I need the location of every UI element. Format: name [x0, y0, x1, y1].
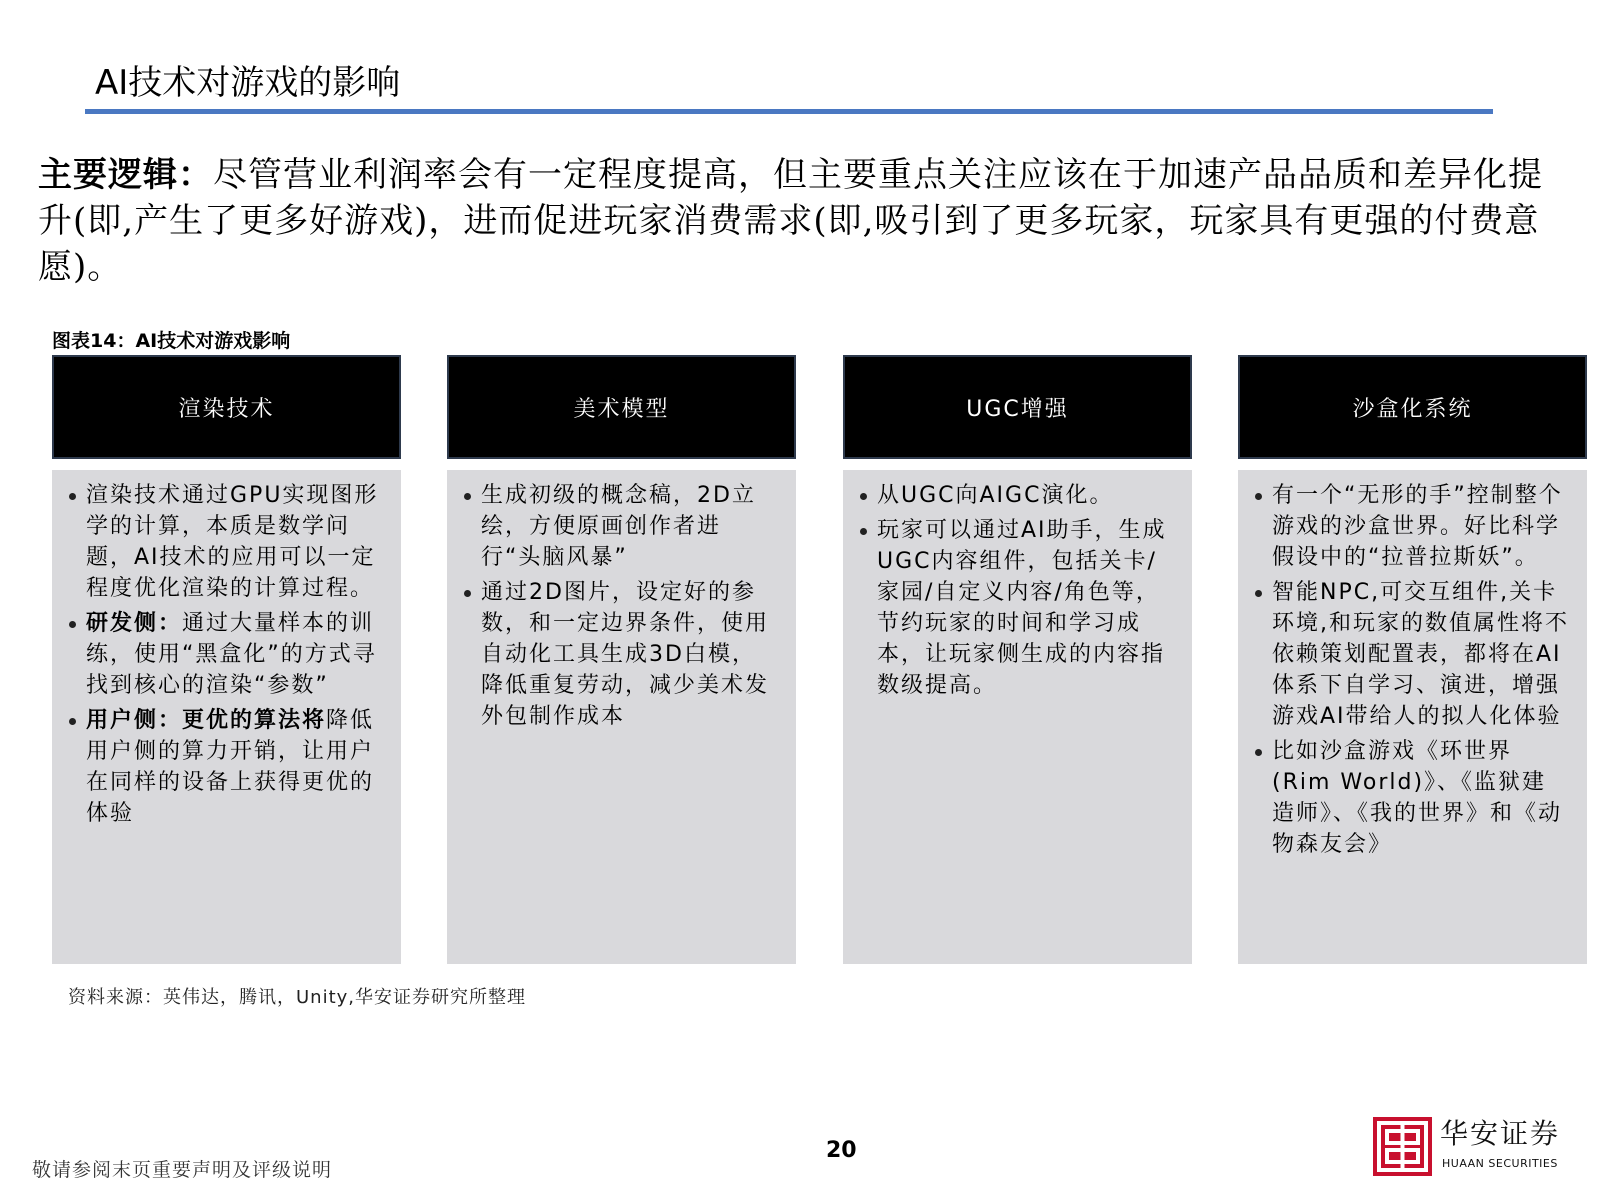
huaan-logo-icon: [1373, 1117, 1432, 1176]
bullet-item: 智能NPC,可交互组件,关卡环境,和玩家的数值属性将不依赖策划配置表，都将在AI体系下自学习、演进，增强游戏AI带给人的拟人化体验: [1254, 577, 1569, 732]
bullet-item: 通过2D图片，设定好的参数，和一定边界条件，使用自动化工具生成3D白模，降低重复劳动，减少美术发外包制作成本: [463, 577, 778, 732]
column-body-ugc: [843, 470, 1192, 964]
bullet-item: 生成初级的概念稿，2D立绘，方便原画创作者进行“头脑风暴”: [463, 480, 778, 573]
figure-caption: 图表14：AI技术对游戏影响: [52, 330, 291, 352]
disclaimer-text: 敬请参阅末页重要声明及评级说明: [32, 1159, 333, 1181]
column-body-art-model: [447, 470, 796, 964]
bullet-item: 用户侧：更优的算法将降低用户侧的算力开销，让用户在同样的设备上获得更优的体验: [68, 705, 383, 829]
column-header-ugc: UGC增强: [843, 355, 1192, 459]
column-body-sandbox: [1238, 470, 1587, 964]
bullet-item: 研发侧：通过大量样本的训练，使用“黑盒化”的方式寻找到核心的渲染“参数”: [68, 608, 383, 701]
title-divider: [85, 109, 1493, 114]
logo-chinese-name: 华安证券: [1440, 1117, 1561, 1150]
page-number: 20: [826, 1138, 857, 1163]
source-note: 资料来源：英伟达，腾讯，Unity,华安证券研究所整理: [68, 987, 527, 1008]
bullet-item: 比如沙盒游戏《环世界(Rim World)》、《监狱建造师》、《我的世界》和《动物森友会》: [1254, 736, 1569, 860]
main-logic-paragraph: [38, 152, 1568, 290]
page-title: AI技术对游戏的影响: [95, 63, 401, 103]
main-logic-text: 尽管营业利润率会有一定程度提高，但主要重点关注应该在于加速产品品质和差异化提升(即,产生了更多好游戏)，进而促进玩家消费需求(即,吸引到了更多玩家，玩家具有更强的付费意愿)。: [38, 155, 1543, 287]
bullet-item: 从UGC向AIGC演化。: [859, 480, 1174, 511]
column-header-art-model: 美术模型: [447, 355, 796, 459]
column-header-sandbox: 沙盒化系统: [1238, 355, 1587, 459]
column-header-rendering: 渲染技术: [52, 355, 401, 459]
bullet-item: 玩家可以通过AI助手，生成UGC内容组件，包括关卡/家园/自定义内容/角色等，节约玩家的时间和学习成本，让玩家侧生成的内容指数级提高。: [859, 515, 1174, 701]
logo-english-name: HUAAN SECURITIES: [1442, 1157, 1558, 1170]
main-logic-lead: 主要逻辑：: [38, 155, 213, 195]
bullet-item: 渲染技术通过GPU实现图形学的计算，本质是数学问题，AI技术的应用可以一定程度优化渲染的计算过程。: [68, 480, 383, 604]
column-body-rendering: [52, 470, 401, 964]
bullet-item: 有一个“无形的手”控制整个游戏的沙盒世界。好比科学假设中的“拉普拉斯妖”。: [1254, 480, 1569, 573]
